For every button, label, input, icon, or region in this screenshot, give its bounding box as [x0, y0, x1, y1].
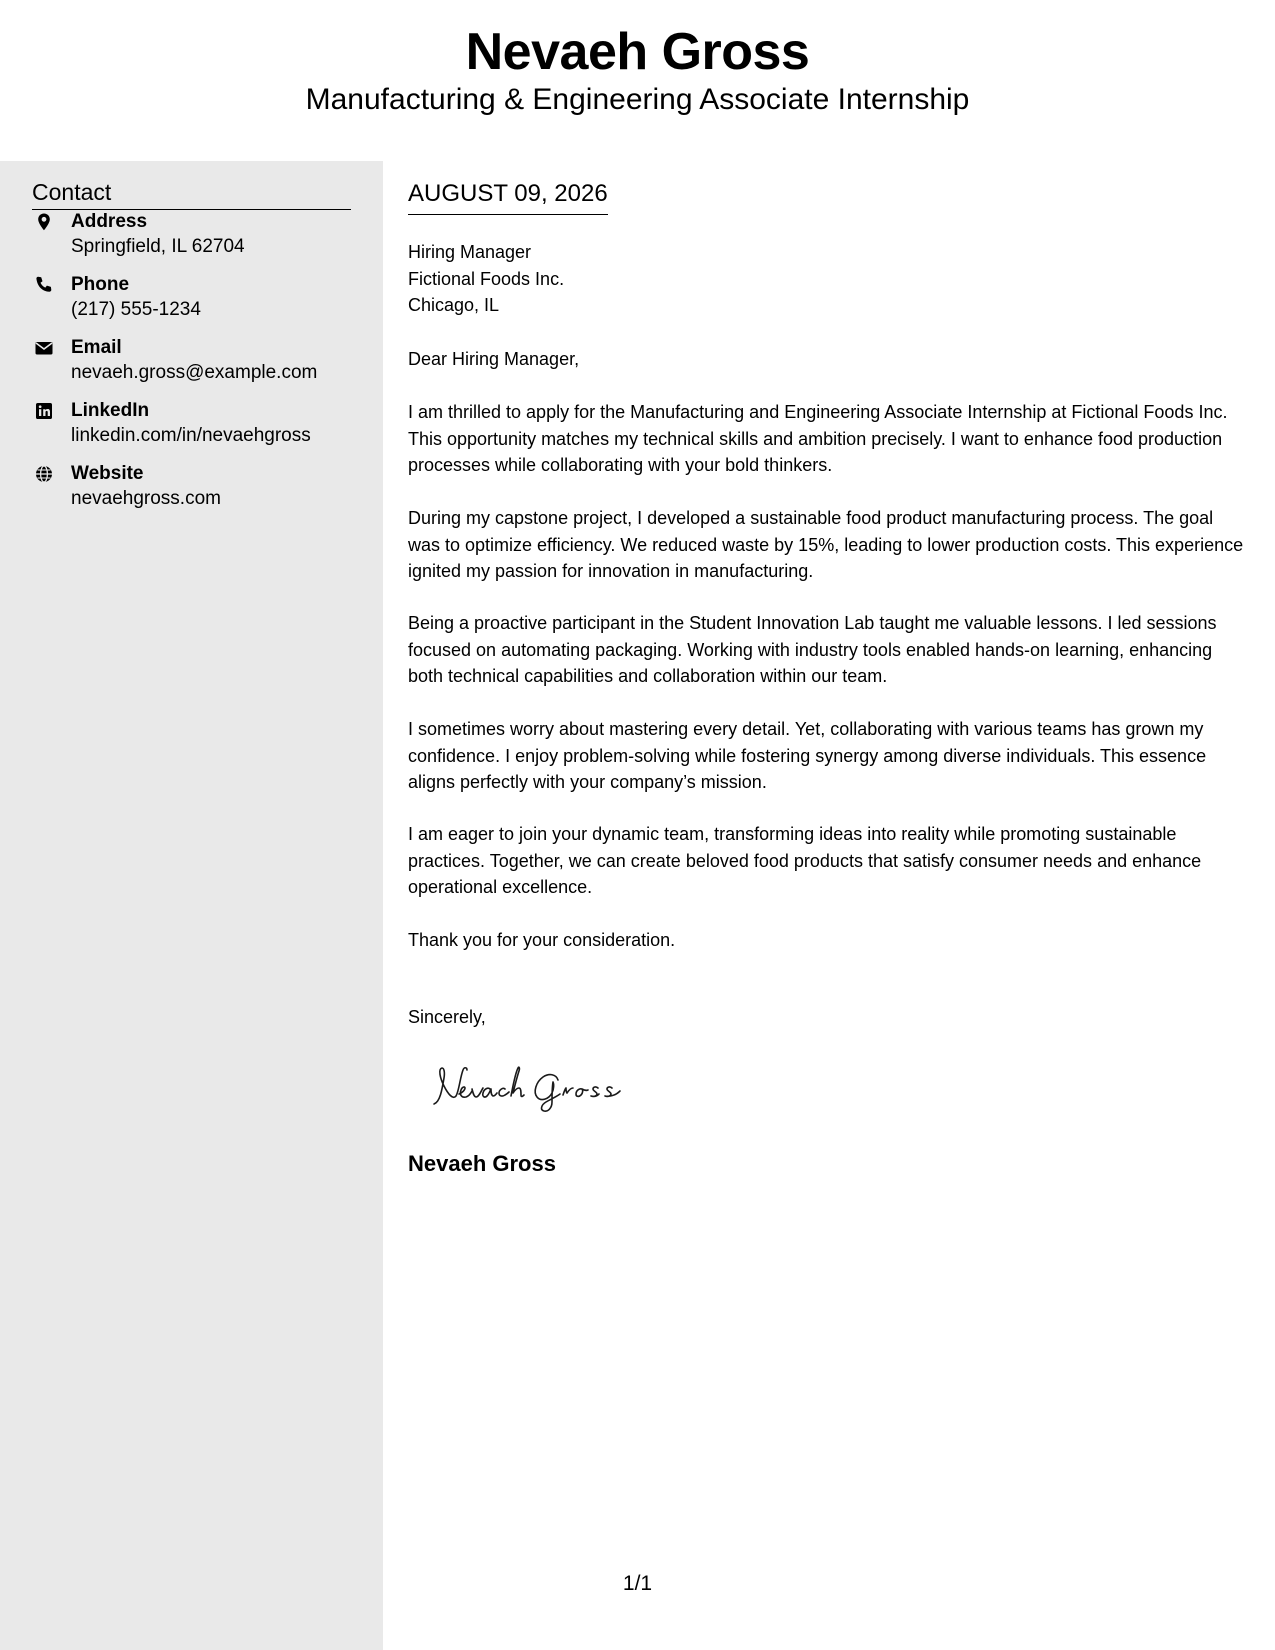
- contact-label: LinkedIn: [71, 400, 150, 421]
- recipient-line: Fictional Foods Inc.: [408, 268, 565, 289]
- body-paragraph: During my capstone project, I developed a sustainable food product manufacturing process. The goal was to optimize efficiency. We reduced waste by 15%, leading to lower production costs. This experience ignited my passion for innovation in manufacturing.: [408, 508, 1244, 581]
- body-paragraph: Thank you for your consideration.: [408, 930, 676, 950]
- recipient-block: [408, 239, 564, 319]
- letter-date: AUGUST 09, 2026: [408, 179, 608, 215]
- body-paragraph: I sometimes worry about mastering every detail. Yet, collaborating with various teams has grown my confidence. I enjoy problem-solving while fostering synergy among diverse individuals. This essence aligns perfectly with your company’s mission.: [408, 719, 1207, 792]
- target-role: Manufacturing & Engineering Associate Internship: [305, 83, 970, 116]
- phone-icon: [34, 275, 54, 295]
- linkedin-icon: [34, 401, 54, 421]
- body-paragraph: I am eager to join your dynamic team, transforming ideas into reality while promoting sustainable practices. Together, we can create beloved food products that satisfy consumer needs and enhance operational excellence.: [408, 824, 1202, 897]
- closing: Sincerely,: [408, 1007, 486, 1027]
- contact-item-linkedin: [32, 398, 362, 454]
- body-paragraph: I am thrilled to apply for the Manufacturing and Engineering Associate Internship at Fictional Foods Inc. This opportunity matches my technical skills and ambition precisely. I want to enhance food production processes while collaborating with your bold thinkers.: [408, 402, 1228, 475]
- contact-section-title: Contact: [32, 177, 351, 210]
- website-value[interactable]: nevaehgross.com: [71, 488, 221, 509]
- contact-label: Website: [71, 463, 144, 484]
- contact-sidebar: [0, 161, 383, 1650]
- contact-item-phone: [32, 272, 362, 328]
- map-pin-icon: [34, 212, 54, 232]
- contact-label: Email: [71, 337, 122, 358]
- recipient-line: Hiring Manager: [408, 242, 532, 262]
- contact-item-address: [32, 209, 362, 265]
- linkedin-value[interactable]: linkedin.com/in/nevaehgross: [71, 425, 311, 446]
- address-value: Springfield, IL 62704: [71, 236, 245, 257]
- applicant-name: Nevaeh Gross: [465, 23, 810, 81]
- contact-item-email: [32, 335, 362, 391]
- contact-label: Address: [71, 211, 148, 232]
- letter-body: [408, 161, 1248, 1650]
- handwritten-signature: [430, 1058, 650, 1114]
- body-paragraph: Being a proactive participant in the Student Innovation Lab taught me valuable lessons. I led sessions focused on automating packaging. Working with industry tools enabled hands-on learning, enhancing both technical capabilities and collaboration within our team.: [408, 613, 1217, 686]
- contact-item-website: [32, 461, 362, 517]
- page-number: 1/1: [622, 1572, 653, 1595]
- envelope-icon: [34, 338, 54, 358]
- recipient-line: Chicago, IL: [408, 295, 500, 315]
- phone-value: (217) 555-1234: [71, 299, 201, 320]
- globe-icon: [34, 464, 54, 484]
- email-value[interactable]: nevaeh.gross@example.com: [71, 362, 318, 383]
- salutation: Dear Hiring Manager,: [408, 349, 580, 369]
- contact-label: Phone: [71, 274, 130, 295]
- letter-header: [0, 0, 1275, 161]
- signer-name: Nevaeh Gross: [408, 1151, 556, 1176]
